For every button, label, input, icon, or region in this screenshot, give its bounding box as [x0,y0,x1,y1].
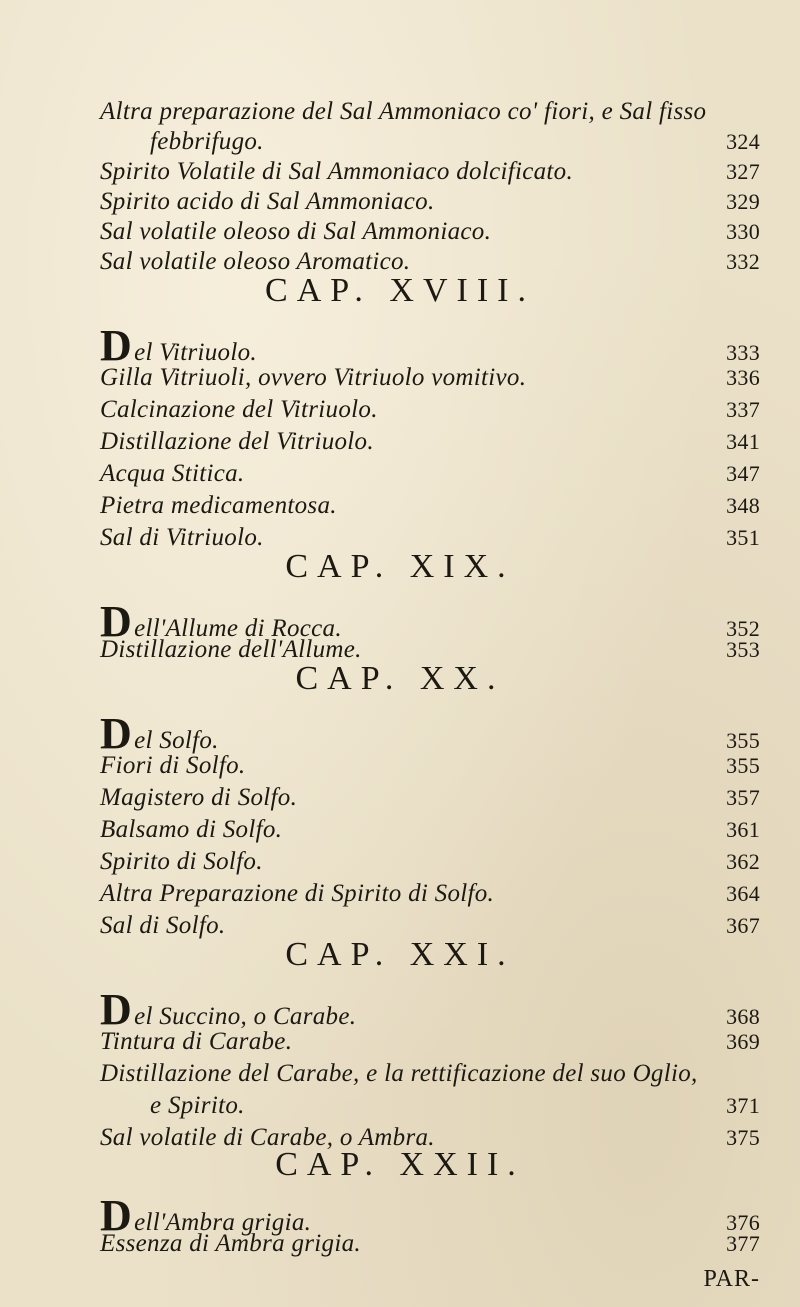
index-entry [100,1230,760,1258]
drop-cap: D [100,1191,133,1240]
page-number: 352 [726,616,760,641]
page-number: 377 [726,1231,760,1256]
page-number: 341 [726,429,760,454]
index-entry [100,428,760,456]
drop-cap: D [100,985,133,1034]
page-number: 348 [726,493,760,518]
entry-text: Sal di Solfo. [100,912,226,939]
page-number: 375 [726,1125,760,1150]
index-entry [100,396,760,424]
entry-text: ell'Allume di Rocca. [134,615,342,642]
page-number: 376 [726,1210,760,1235]
page-number: 330 [726,219,760,244]
entry-text: Altra Preparazione di Spirito di Solfo. [100,880,495,907]
index-entry [100,709,760,758]
page-number: 369 [726,1029,760,1054]
chapter-heading: CAP. XVIII. [265,272,535,309]
page-number: 329 [726,189,760,214]
entry-text: el Vitriuolo. [134,339,257,366]
index-entry [100,460,760,488]
entry-text: Pietra medicamentosa. [100,492,337,519]
index-entry [100,128,760,156]
entry-text: Acqua Stitica. [100,460,245,487]
entry-text: Balsamo di Solfo. [100,816,283,843]
entry-text: Distillazione del Vitriuolo. [100,428,374,455]
entry-text: Sal volatile di Carabe, o Ambra. [100,1124,435,1151]
chapter-heading: CAP. XXI. [285,936,515,973]
entry-text: e Spirito. [150,1092,245,1119]
index-entry [100,1028,760,1056]
entry-text: el Solfo. [134,727,219,754]
index-entry [100,321,760,370]
page-number: 347 [726,461,760,486]
index-entry [100,1092,760,1120]
index-entry [100,752,760,780]
page-number: 362 [726,849,760,874]
page-number: 361 [726,817,760,842]
entry-text: Essenza di Ambra grigia. [100,1230,361,1257]
page-number: 355 [726,728,760,753]
index-entry [100,188,760,216]
entry-text: Magistero di Solfo. [100,784,298,811]
index-entry [100,492,760,520]
entry-text: Spirito di Solfo. [100,848,263,875]
entry-text: el Succino, o Carabe. [134,1003,357,1030]
index-entry [100,218,760,246]
page-number: 336 [726,365,760,390]
index-entry [100,880,760,908]
entry-text: Gilla Vitriuoli, ovvero Vitriuolo vomitivo. [100,364,527,391]
entry-text: Calcinazione del Vitriuolo. [100,396,378,423]
entry-text: Spirito Volatile di Sal Ammoniaco dolcificato. [100,158,574,185]
drop-cap: D [100,597,133,646]
index-entry [100,158,760,186]
page-number: 333 [726,340,760,365]
drop-cap: D [100,709,133,758]
page-number: 357 [726,785,760,810]
index-entry [100,816,760,844]
entry-text: Sal volatile oleoso Aromatico. [100,248,411,275]
page-number: 327 [726,159,760,184]
index-entry [100,848,760,876]
entry-text: Spirito acido di Sal Ammoniaco. [100,188,435,215]
page-number: 368 [726,1004,760,1029]
index-entry [100,985,760,1034]
index-entry [100,1060,760,1088]
entry-text: Altra preparazione del Sal Ammoniaco co' fiori, e Sal fisso [100,98,707,125]
page-number: 353 [726,637,760,662]
entry-text: Distillazione dell'Allume. [100,636,362,663]
page-number: 371 [726,1093,760,1118]
chapter-heading: CAP. XIX. [285,548,515,585]
index-entry [100,784,760,812]
page-number: 351 [726,525,760,550]
entry-text: Tintura di Carabe. [100,1028,293,1055]
drop-cap: D [100,321,133,370]
entry-text: febbrifugo. [150,128,264,155]
catchword: PAR- [703,1266,760,1292]
entry-text: Fiori di Solfo. [100,752,246,779]
page-number: 367 [726,913,760,938]
entry-text: ell'Ambra grigia. [134,1209,312,1236]
page-number: 324 [726,129,760,154]
page-number: 337 [726,397,760,422]
index-entry [100,364,760,392]
page-number: 355 [726,753,760,778]
entry-text: Distillazione del Carabe, e la rettificazione del suo Oglio, [100,1060,698,1087]
page-number: 332 [726,249,760,274]
chapter-heading: CAP. XX. [295,660,505,697]
chapter-heading: CAP. XXII. [275,1146,525,1183]
entry-text: Sal volatile oleoso di Sal Ammoniaco. [100,218,492,245]
page-number: 364 [726,881,760,906]
entry-text: Sal di Vitriuolo. [100,524,264,551]
index-entry [100,98,760,126]
